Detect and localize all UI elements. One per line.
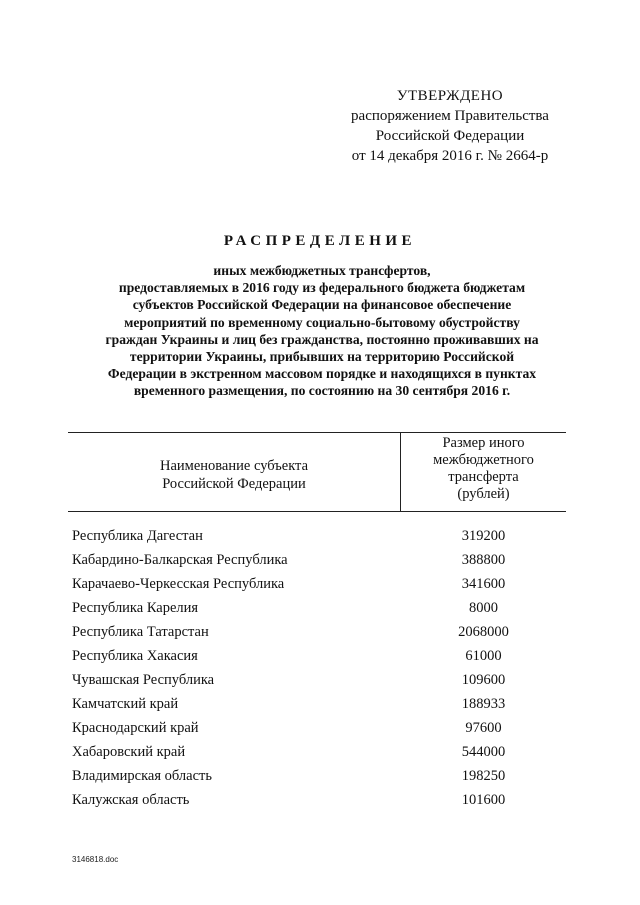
- table-row: [68, 548, 566, 572]
- subtitle-line: субъектов Российской Федерации на финансовое обеспечение: [132, 297, 512, 313]
- table-row: [68, 524, 566, 548]
- table-row: [68, 764, 566, 788]
- row-subject: Республика Татарстан: [72, 623, 209, 640]
- header-amount-line: трансферта: [448, 469, 519, 485]
- row-amount: 319200: [461, 527, 506, 544]
- file-name-footer: 3146818.doc: [72, 855, 119, 864]
- subtitle-line: территории Украины, прибывших на территорию Российской: [129, 349, 515, 365]
- approval-block: [330, 86, 570, 166]
- table-row: [68, 668, 566, 692]
- document-title: РАСПРЕДЕЛЕНИЕ: [223, 233, 417, 249]
- row-amount: 544000: [461, 743, 506, 760]
- row-amount: 198250: [461, 767, 506, 784]
- row-amount: 61000: [465, 647, 502, 664]
- row-subject: Калужская область: [72, 791, 190, 808]
- distribution-table: [68, 432, 566, 812]
- table-row: [68, 620, 566, 644]
- row-subject: Владимирская область: [72, 767, 212, 784]
- row-subject: Хабаровский край: [72, 743, 186, 760]
- row-amount: 8000: [469, 599, 498, 616]
- row-amount: 2068000: [458, 623, 509, 640]
- row-subject: Республика Карелия: [72, 599, 199, 616]
- row-subject: Кабардино-Балкарская Республика: [72, 551, 288, 568]
- subtitle-line: иных межбюджетных трансфертов,: [213, 263, 431, 278]
- table-row: [68, 788, 566, 812]
- subtitle-line: граждан Украины и лиц без гражданства, постоянно проживавших на: [105, 331, 539, 347]
- row-amount: 388800: [461, 551, 506, 568]
- table-row: [68, 572, 566, 596]
- approval-line-3: от 14 декабря 2016 г. № 2664-р: [351, 148, 549, 164]
- header-subject-name: [68, 433, 401, 511]
- row-amount: 341600: [461, 575, 506, 592]
- table-body: [68, 524, 566, 812]
- table-row: [68, 740, 566, 764]
- row-amount: 101600: [461, 791, 506, 808]
- subtitle-line: временного размещения, по состоянию на 30 сентября 2016 г.: [133, 383, 511, 399]
- row-subject: Республика Хакасия: [72, 647, 198, 664]
- subtitle-line: Федерации в экстренном массовом порядке и находящихся в пунктах: [107, 366, 537, 382]
- header-amount: [401, 433, 566, 511]
- row-amount: 109600: [461, 671, 506, 688]
- header-amount-line: Размер иного: [442, 435, 525, 451]
- row-subject: Карачаево-Черкесская Республика: [72, 575, 285, 592]
- document-subtitle: [80, 262, 564, 400]
- header-amount-line: межбюджетного: [433, 452, 534, 468]
- approval-line-2: Российской Федерации: [375, 128, 525, 144]
- table-row: [68, 596, 566, 620]
- approval-heading: УТВЕРЖДЕНО: [396, 88, 504, 104]
- table-header: [68, 432, 566, 512]
- table-row: [68, 716, 566, 740]
- row-subject: Краснодарский край: [72, 719, 199, 736]
- header-subject-line: Российской Федерации: [162, 476, 306, 492]
- row-subject: Камчатский край: [72, 695, 179, 712]
- row-subject: Чувашская Республика: [72, 671, 215, 688]
- header-amount-line: (рублей): [457, 486, 510, 502]
- header-subject-line: Наименование субъекта: [159, 458, 309, 474]
- approval-line-1: распоряжением Правительства: [351, 108, 549, 124]
- table-row: [68, 692, 566, 716]
- row-subject: Республика Дагестан: [72, 527, 203, 544]
- row-amount: 97600: [465, 719, 502, 736]
- row-amount: 188933: [461, 695, 506, 712]
- table-row: [68, 644, 566, 668]
- subtitle-line: мероприятий по временному социально-бытовому обустройству: [124, 314, 520, 330]
- subtitle-line: предоставляемых в 2016 году из федерального бюджета бюджетам: [118, 280, 526, 296]
